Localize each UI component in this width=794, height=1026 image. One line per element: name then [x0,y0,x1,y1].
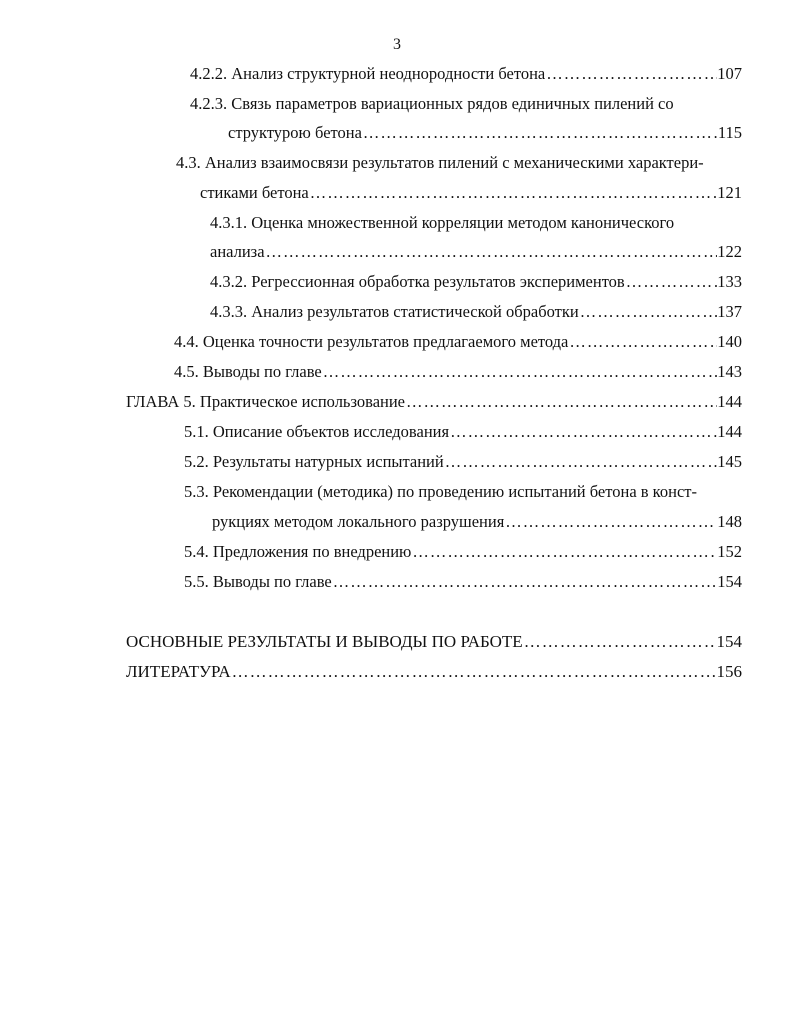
toc-entry-page: 107 [717,64,742,83]
toc-leader-dots [405,390,717,414]
toc-entry-4-3-1[interactable] [210,211,742,235]
toc-entry-4-2-3-cont[interactable] [228,121,742,145]
toc-leader-dots [523,630,717,654]
toc-leader-dots [444,450,718,474]
toc-entry-title: стиками бетона [200,183,309,202]
toc-entry-title: ОСНОВНЫЕ РЕЗУЛЬТАТЫ И ВЫВОДЫ ПО РАБОТЕ [126,632,523,651]
toc-entry-chapter-5[interactable] [126,390,742,414]
toc-entry-4-2-2[interactable] [190,62,742,86]
toc-entry-page: 154 [716,632,742,651]
toc-entry-4-3-cont[interactable] [200,181,742,205]
toc-entry-4-3[interactable] [176,151,742,175]
toc-leader-dots [265,240,718,264]
toc-entry-page: 148 [717,512,742,531]
toc-leader-dots [545,62,717,86]
toc-entry-5-1[interactable] [184,420,742,444]
toc-entry-page: 154 [717,572,742,591]
toc-leader-dots [309,181,718,205]
toc-entry-5-5[interactable] [184,570,742,594]
toc-entry-4-3-1-cont[interactable] [210,240,742,264]
toc-entry-page: 152 [717,542,742,561]
toc-entry-5-3-cont[interactable] [212,510,742,534]
toc-entry-main-results[interactable] [126,630,742,654]
toc-entry-page: 156 [716,662,742,681]
toc-leader-dots [568,330,717,354]
toc-entry-4-2-3[interactable] [190,92,742,116]
toc-entry-title: 4.4. Оценка точности результатов предлагаемого метода [174,332,569,351]
toc-leader-dots [362,121,718,145]
toc-entry-page: 121 [717,183,742,202]
toc-leader-dots [504,510,717,534]
toc-entry-title: структурою бетона [228,123,362,142]
toc-entry-title: рукциях методом локального разрушения [212,512,505,531]
toc-leader-dots [231,660,717,684]
toc-entry-page: 143 [717,362,742,381]
toc-entry-title: анализа [210,242,265,261]
toc-entry-page: 133 [717,272,742,291]
toc-entry-4-3-3[interactable] [210,300,742,324]
toc-entry-title: 5.1. Описание объектов исследования [184,422,450,441]
toc-entry-page: 140 [717,332,742,351]
toc-entry-title: 5.4. Предложения по внедрению [184,542,412,561]
toc-entry-title: ГЛАВА 5. Практическое использование [126,392,406,411]
toc-entry-5-4[interactable] [184,540,742,564]
toc-entry-page: 144 [717,392,742,411]
page-number: 3 [393,36,401,53]
toc-leader-dots [449,420,717,444]
toc-entry-literature[interactable] [126,660,742,684]
toc-entry-4-4[interactable] [174,330,742,354]
toc-leader-dots [625,270,718,294]
toc-entry-page: 122 [717,242,742,261]
toc-entry-title: 4.3.3. Анализ результатов статистической обработки [210,302,579,321]
toc-leader-dots [332,570,718,594]
toc-entry-page: 145 [717,452,742,471]
toc-entry-title: 4.3.1. Оценка множественной корреляции методом канонического [210,213,675,232]
toc-entry-4-5[interactable] [174,360,742,384]
toc-entry-title: 5.2. Результаты натурных испытаний [184,452,444,471]
toc-entry-title: 4.2.2. Анализ структурной неоднородности бетона [190,64,546,83]
toc-leader-dots [579,300,718,324]
toc-entry-title: 4.3.2. Регрессионная обработка результатов экспериментов [210,272,625,291]
toc-entry-page: 137 [717,302,742,321]
toc-entry-title: 4.3. Анализ взаимосвязи результатов пилений с механическими характери- [176,153,704,172]
toc-entry-4-3-2[interactable] [210,270,742,294]
toc-entry-5-3[interactable] [184,480,742,504]
toc-entry-title: 4.5. Выводы по главе [174,362,322,381]
toc-entry-title: 5.3. Рекомендации (методика) по проведению испытаний бетона в конст- [184,482,697,501]
toc-entry-page: 115 [717,123,742,142]
toc-entry-page: 144 [717,422,742,441]
toc-entry-title: ЛИТЕРАТУРА [126,662,231,681]
toc-entry-title: 5.5. Выводы по главе [184,572,332,591]
toc-entry-5-2[interactable] [184,450,742,474]
toc-leader-dots [411,540,717,564]
toc-entry-title: 4.2.3. Связь параметров вариационных рядов единичных пилений со [190,94,674,113]
toc-leader-dots [322,360,718,384]
